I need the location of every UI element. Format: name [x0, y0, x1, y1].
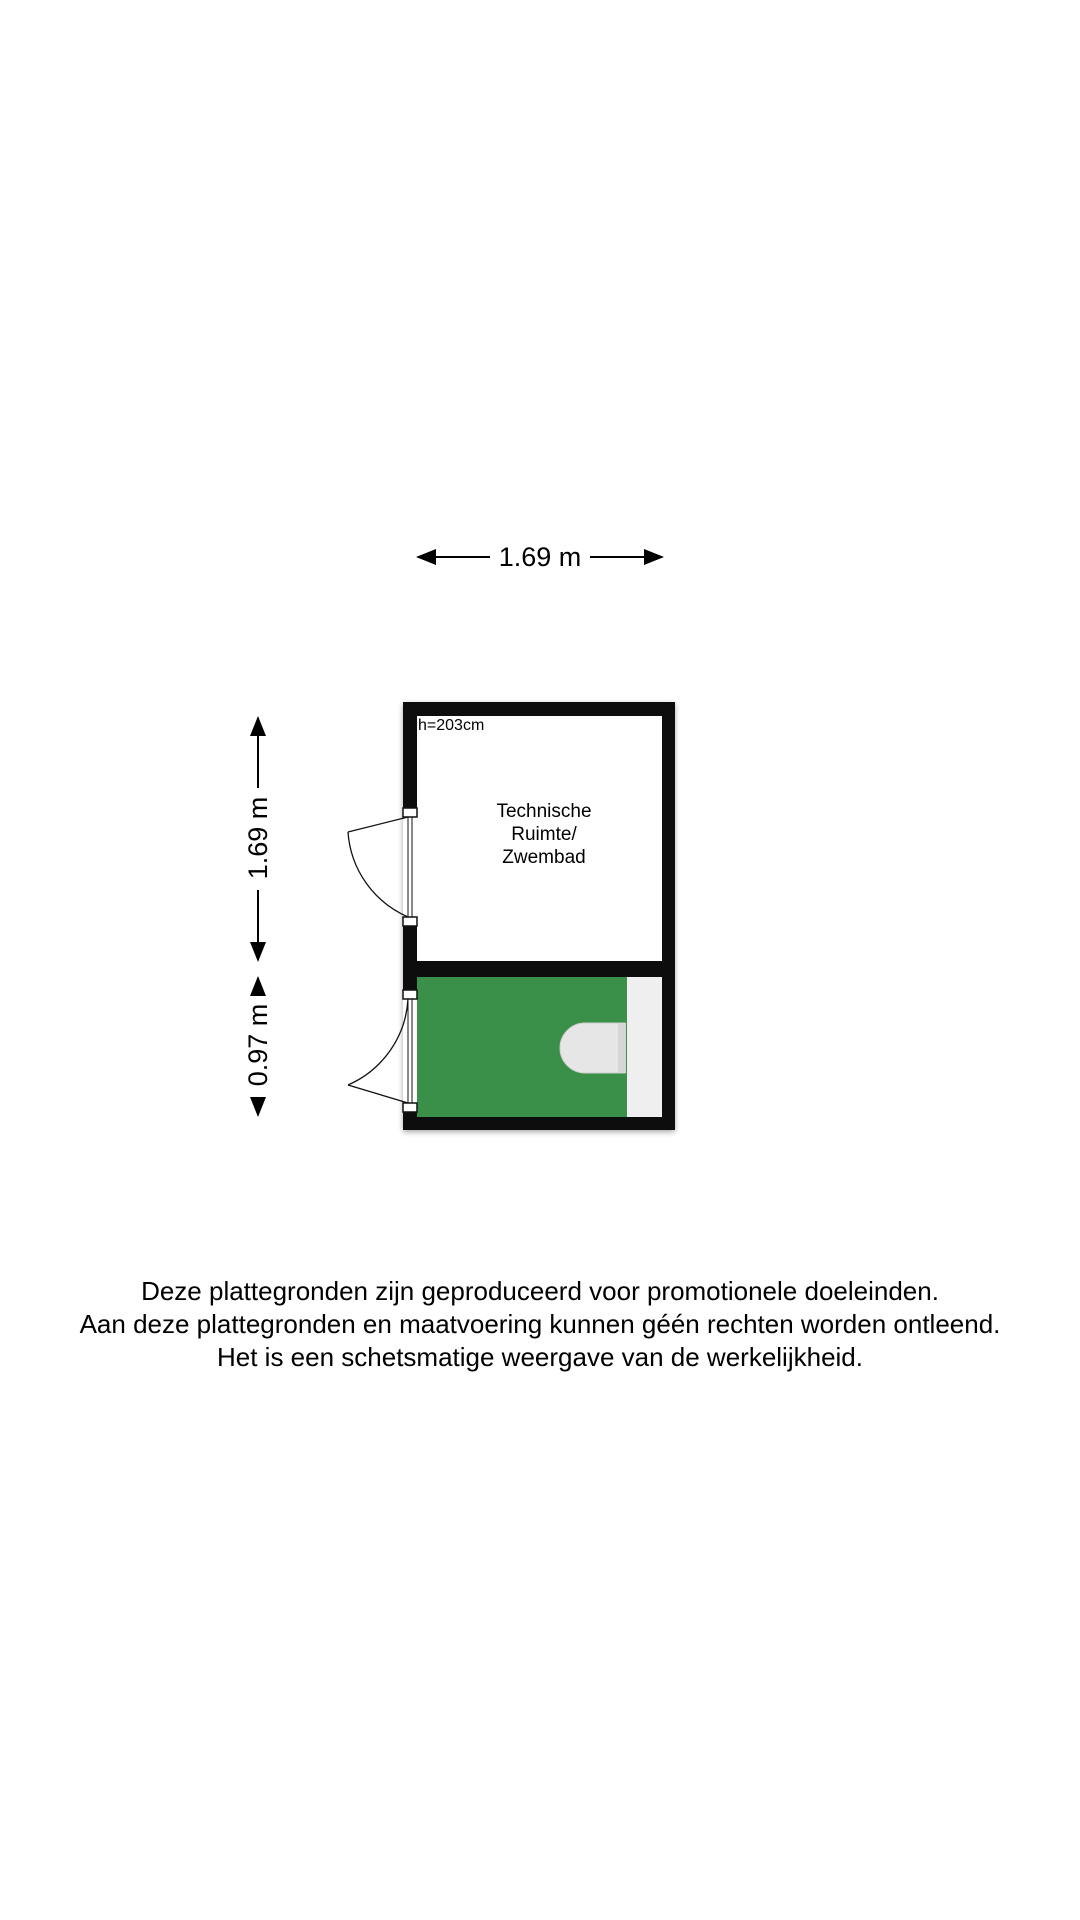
- toilet-icon: [560, 1023, 626, 1073]
- door-opening-upper: [403, 808, 417, 926]
- room-name-line: Zwembad: [502, 847, 586, 868]
- room-height-label: h=203cm: [418, 717, 485, 734]
- dimension-width-label: 1.69 m: [493, 542, 588, 572]
- disclaimer-line: Het is een schetsmatige weergave van de werkelijkheid.: [216, 1342, 863, 1372]
- disclaimer-text: [0, 1275, 1080, 1374]
- toilet-cistern-shelf: [627, 977, 662, 1117]
- dimension-height-upper-label: 1.69 m: [243, 791, 273, 886]
- dimension-height-lower-label: 0.97 m: [243, 998, 273, 1093]
- door-opening-lower: [403, 990, 417, 1103]
- room-name-line: Ruimte/: [511, 824, 577, 845]
- disclaimer-line: Aan deze plattegronden en maatvoering kunnen géén rechten worden ontleend.: [79, 1309, 1001, 1339]
- disclaimer-line: Deze plattegronden zijn geproduceerd voor promotionele doeleinden.: [141, 1276, 939, 1306]
- room-name-line: Technische: [496, 801, 592, 822]
- room-name-label: [496, 800, 591, 869]
